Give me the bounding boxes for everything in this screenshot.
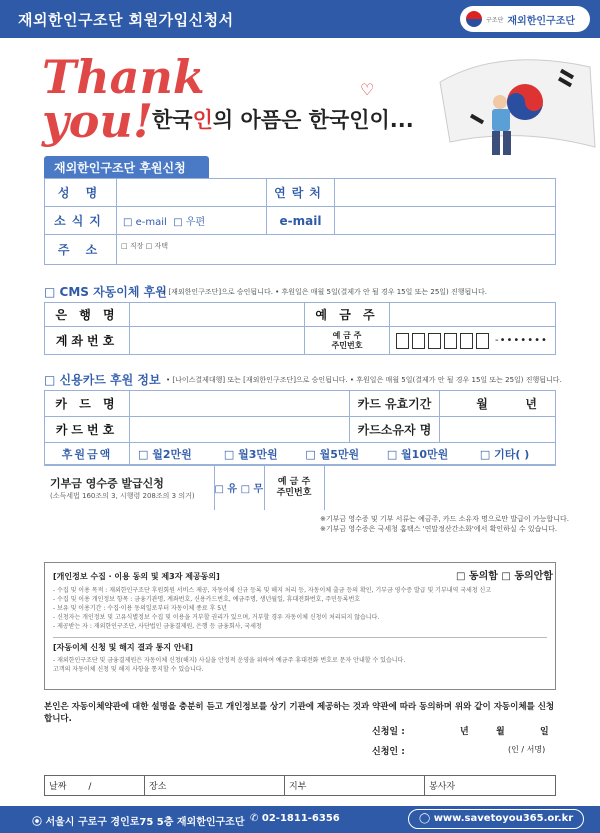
contact-field[interactable] (335, 179, 556, 207)
consent-title: [개인정보 수집 · 이용 동의 및 제3자 제공동의] (53, 572, 220, 581)
notice-title: [자동이체 신청 및 해지 결과 통지 안내] (53, 643, 193, 652)
card-table (44, 390, 556, 443)
taegeuk-icon (466, 11, 482, 27)
header-bar (0, 0, 600, 38)
apply-day: 일 (540, 727, 549, 737)
signature-hint: (인 / 서명) (508, 745, 546, 754)
consent-body: - 수집 및 이용 목적 : 재외한인구조단 후원회원 서비스 제공, 자동이체 신규 등록 및 해지 처리 등, 자동이체 출금 등의 확인, 기부금 영수증 발급 및 기부내역 국세청 신고 - 수집 및 이용 개인정보 항목 : 금융기관명, 계좌번호, 신용카드번호, 예금주명, 생년월일, 휴대전화번호, 주민등록번호 - 보유 및 이용기간 : 수집·이용 동의일로부터 자동이체 종료 후 5년 - 신청자는 개인정보 및 고유식별정보 수집 및 이용을 거부할 권리가 있으며, 거부할 경우 자동이체 신청이 처리되지 않습니다. - 제공받는 자 : 재외한인구조단, 사단법인 금융결제원, 은행 등 금융회사, 국세청 (53, 587, 492, 630)
office-chief[interactable]: 장소 (145, 776, 285, 796)
receipt-table (44, 465, 556, 510)
phone-icon: ✆ (250, 813, 259, 824)
cms-table (44, 302, 556, 355)
email-label: e-mail (267, 207, 335, 235)
receipt-rrn-label: 예 금 주 주민번호 (264, 466, 324, 510)
amount-option-2[interactable]: □ 월3만원 (224, 443, 305, 465)
account-label: 계좌번호 (45, 327, 130, 355)
form-title: 재외한인구조단 회원가입신청서 (18, 11, 234, 29)
apply-date-label: 신청일 : (372, 727, 405, 737)
cms-note: • [재외한인구조단]으로 승인됩니다. • 후원일은 매월 5일(결제가 안 될 경우 15일 또는 25일) 진행됩니다. (162, 288, 488, 296)
agreement-statement: 본인은 자동이체약관에 대한 설명을 충분히 듣고 개인정보를 상기 기관에 제공하는 것과 약관에 따라 동의하며 위와 같이 자동이체를 신청합니다. (44, 702, 555, 724)
cms-section-title: □ CMS 자동이체 후원 (44, 285, 167, 299)
heart-icon: ♡ (360, 80, 375, 99)
expiry-label: 카드 유효기간 (350, 391, 440, 417)
sponsor-table (44, 178, 556, 265)
apply-month: 월 (496, 727, 505, 737)
office-branch[interactable]: 지부 (285, 776, 425, 796)
bank-label: 은 행 명 (45, 303, 130, 327)
amount-label: 후원금액 (45, 443, 130, 465)
office-date[interactable]: 날짜 / (45, 776, 145, 796)
email-field[interactable] (335, 207, 556, 235)
address-label: 주 소 (45, 235, 117, 265)
amount-option-other[interactable]: □ 기타( ) (480, 443, 556, 465)
bank-field[interactable] (130, 303, 305, 327)
card-number-field[interactable] (130, 417, 350, 443)
holder-label: 예 금 주 (305, 303, 390, 327)
card-owner-field[interactable] (440, 417, 556, 443)
applicant-name-label: 신청인 : (372, 747, 405, 757)
contact-label: 연락처 (267, 179, 335, 207)
footer-address: ⦿ 서울시 구로구 경인로75 5층 재외한인구조단 (32, 817, 245, 828)
notes: ※기부금 영수증 및 기부 서류는 예금주, 카드 소유자 명으로만 발급이 가능합니다. ※기부금 영수증은 국세청 홈택스 '연말정산간소화'에서 확인하실 수 있습니다. (320, 515, 569, 533)
amount-option-3[interactable]: □ 월5만원 (305, 443, 386, 465)
thank-you-heading: Thank you! (42, 50, 205, 148)
office-use-table (44, 775, 556, 796)
holder-field[interactable] (390, 303, 556, 327)
card-name-field[interactable] (130, 391, 350, 417)
amount-table (44, 442, 556, 465)
footer-phone[interactable]: ✆ 02-1811-6356 (250, 813, 340, 824)
sponsor-section-tab: 재외한인구조단 후원신청 (44, 156, 209, 178)
newsletter-label: 소식지 (45, 207, 117, 235)
office-worker[interactable]: 봉사자 (425, 776, 556, 796)
newsletter-options[interactable]: □ e-mail □ 우편 (117, 207, 267, 235)
consent-agree-options[interactable]: □ 동의함 □ 동의안함 (456, 571, 553, 582)
chat-icon: ◯ (419, 813, 431, 824)
card-name-label: 카 드 명 (45, 391, 130, 417)
receipt-rrn-field[interactable] (324, 466, 556, 510)
slogan: 한국인의 아픔은 한국인이... (152, 108, 414, 132)
name-field[interactable] (117, 179, 267, 207)
amount-option-4[interactable]: □ 월10만원 (387, 443, 480, 465)
account-field[interactable] (130, 327, 305, 355)
card-note: • [나이스결제대행] 또는 [재외한인구조단]으로 승인됩니다. • 후원일은 매월 5일(결제가 안 될 경우 15일 또는 25일) 진행됩니다. (166, 376, 562, 384)
card-section-title: □ 신용카드 후원 정보 (44, 373, 161, 387)
holder-rrn-label: 예 금 주 주민번호 (305, 327, 390, 355)
address-field[interactable]: □ 직장 □ 자택 (117, 235, 556, 265)
logo (460, 6, 590, 32)
receipt-label-cell: 기부금 영수증 발급신청 (소득세법 160조의 3, 시행령 208조의 3 의거) (44, 466, 214, 510)
card-number-label: 카드번호 (45, 417, 130, 443)
expiry-field[interactable]: 월 년 (440, 391, 556, 417)
amount-option-1[interactable]: □ 월2만원 (130, 443, 224, 465)
footer-bar (0, 806, 600, 833)
location-pin-icon: ⦿ (32, 817, 42, 828)
holder-rrn-field[interactable]: -••••••• (390, 327, 556, 355)
footer-website[interactable]: ◯ www.savetoyou365.or.kr (408, 809, 584, 829)
name-label: 성 명 (45, 179, 117, 207)
logo-name: 재외한인구조단 (507, 15, 576, 27)
card-owner-label: 카드소유자 명 (350, 417, 440, 443)
apply-year: 년 (460, 727, 469, 737)
receipt-yes-no[interactable]: □ 유 □ 무 (214, 466, 264, 510)
flag-person-illustration (430, 42, 600, 162)
logo-small-text: 구조단 (486, 16, 504, 24)
notice-body: - 재외한인구조단 및 금융결제원은 자동이체 신청(해지) 사실을 안정적 운영을 위하여 예금주 휴대전화 번호로 문자 안내할 수 있습니다. 고객의 자동이체 신청 및 해지 사항을 통지할 수 있습니다. (53, 657, 406, 673)
